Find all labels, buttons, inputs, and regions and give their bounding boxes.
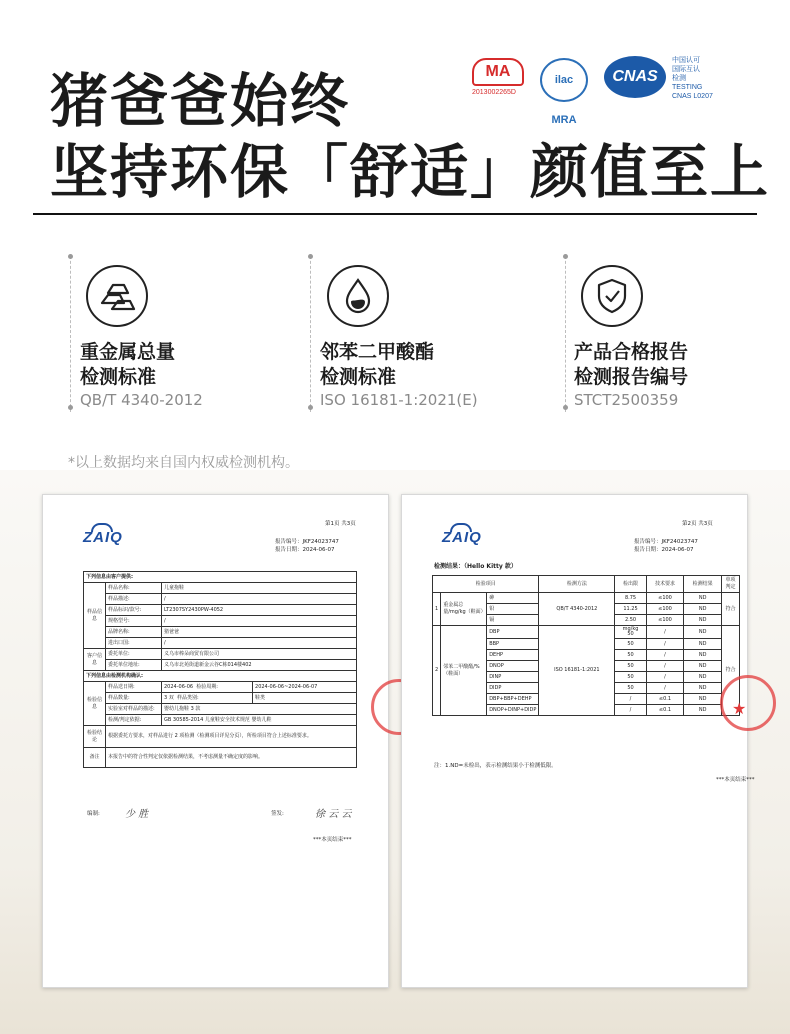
field-value: 鞋类 — [253, 693, 357, 704]
cat-label: 样品类别: — [176, 694, 199, 701]
cnas-line: 检测 — [672, 75, 686, 82]
field-value — [162, 693, 253, 704]
field-label: 样品名称: — [106, 583, 162, 594]
divider-dashed — [565, 256, 566, 412]
analyte: DEHP — [487, 650, 539, 661]
divider-rule — [33, 213, 757, 215]
report-number: 报告编号：JKF24023747 — [275, 539, 339, 545]
analyte: DBP+BBP+DEHP — [487, 694, 539, 705]
qty: 3 双 — [164, 694, 174, 701]
limit: 50 — [615, 672, 646, 683]
divider-dot — [68, 405, 73, 410]
feature-title-line: 产品合格报告 — [574, 341, 689, 363]
stamp-star-icon: ★ — [732, 699, 747, 718]
cnas-line: 中国认可 — [672, 57, 700, 64]
requirement: / — [646, 683, 684, 694]
field-label: 实验室对样品的描述: — [106, 704, 162, 715]
field-label: 样品送日期: — [106, 682, 162, 693]
divider-dot — [68, 254, 73, 259]
report-date: 报告日期：2024-06-07 — [634, 547, 694, 553]
requirement: ≤0.1 — [646, 694, 684, 705]
report-table-1 — [83, 571, 357, 768]
issuer-signature: 徐 云 云 — [315, 809, 352, 820]
field-label: 规格型号: — [106, 616, 162, 627]
analyte: 铅 — [487, 604, 539, 615]
limit-unit: mg/kg — [622, 626, 639, 632]
method: ISO 16181-1:2021 — [539, 626, 615, 716]
field-label: 委托单位: — [106, 649, 162, 660]
feature-standard-2: ISO 16181-1:2021(E) — [320, 391, 478, 409]
results-title: 检测结果：（Hello Kitty 款） — [434, 563, 517, 570]
limit: 50 — [615, 661, 646, 672]
result: ND — [684, 604, 722, 615]
page-end-marker: ***本页结束*** — [716, 777, 755, 783]
analyte: 砷 — [487, 593, 539, 604]
results-table — [432, 575, 740, 716]
requirement: ≤100 — [646, 604, 684, 615]
group-label: 备注 — [84, 748, 106, 768]
analyte: 镉 — [487, 615, 539, 626]
field-label: 样品标识/款号: — [106, 605, 162, 616]
result: ND — [684, 626, 722, 639]
feature-title-line: 检测标准 — [320, 366, 397, 388]
limit: 11.25 — [615, 604, 646, 615]
feature-title-3 — [574, 340, 688, 390]
feature-standard-1: QB/T 4340-2012 — [80, 391, 203, 409]
feature-standard-3: STCT2500359 — [574, 391, 679, 409]
result: ND — [684, 661, 722, 672]
recv-date: 2024-06-06 — [164, 683, 194, 690]
field-value: 儿童拖鞋 — [162, 583, 357, 594]
result: ND — [684, 639, 722, 650]
item-number: 2 — [433, 626, 441, 716]
conclusion-text: 根据委托方要求，对样品进行 2 项检测（检测项目详见分页），所检项目符合上述标准要求。 — [106, 726, 357, 748]
limit: 50 — [615, 683, 646, 694]
field-value: 义乌市棒朵商贸有限公司 — [162, 649, 357, 660]
judgement: 符合 — [722, 593, 740, 626]
item-name: 邻苯二甲酸酯/%（鞋面） — [441, 626, 487, 716]
limit: / — [615, 705, 646, 716]
divider-dot — [563, 254, 568, 259]
limit: 50 — [615, 650, 646, 661]
field-value: LT2307SY2430PW-4052 — [162, 605, 357, 616]
requirement: / — [646, 626, 684, 639]
cma-number: 2013002265D — [472, 89, 516, 96]
requirement: / — [646, 639, 684, 650]
cnas-text — [672, 56, 713, 101]
col-header: 检测方法 — [539, 576, 615, 593]
report-page-2 — [401, 494, 755, 988]
section-header: 下列信息由检测机构确认: — [84, 671, 357, 682]
requirement: ≤100 — [646, 615, 684, 626]
result: ND — [684, 593, 722, 604]
result: ND — [684, 705, 722, 716]
limit: 8.75 — [615, 593, 646, 604]
limit-value: 50 — [627, 631, 634, 637]
group-label: 样品信息 — [84, 583, 106, 649]
group-label: 检验结论 — [84, 726, 106, 748]
field-label: 检测/判定依据: — [106, 715, 162, 726]
method: QB/T 4340-2012 — [539, 593, 615, 626]
analyte: BBP — [487, 639, 539, 650]
field-value: 婴幼儿拖鞋 3 款 — [162, 704, 357, 715]
source-note: *以上数据均来自国内权威检测机构。 — [68, 455, 299, 471]
col-header: 技术要求 — [646, 576, 684, 593]
metal-bars-icon — [86, 265, 148, 327]
judgement: 符合 — [722, 626, 740, 716]
requirement: / — [646, 672, 684, 683]
item-number: 1 — [433, 593, 441, 626]
field-value — [162, 682, 253, 693]
col-header: 检测结果 — [684, 576, 722, 593]
feature-title-2 — [320, 340, 434, 390]
field-value: GB 30585-2014 儿童鞋安全技术规范 婴幼儿鞋 — [162, 715, 357, 726]
requirement: / — [646, 661, 684, 672]
divider-dashed — [310, 256, 311, 412]
result: ND — [684, 694, 722, 705]
divider-dot — [563, 405, 568, 410]
cnas-line: 国际互认 — [672, 66, 700, 73]
feature-title-line: 检测标准 — [80, 366, 157, 388]
drop-icon — [327, 265, 389, 327]
limit: / — [615, 694, 646, 705]
zaiq-logo: ZAIQ — [83, 529, 123, 546]
limit — [615, 626, 646, 639]
field-label: 品牌名称: — [106, 627, 162, 638]
ilac-logo: ilac MRA — [540, 58, 588, 102]
analyte: DBP — [487, 626, 539, 639]
editor-signature: 少 胜 — [125, 809, 149, 820]
result: ND — [684, 615, 722, 626]
feature-title-line: 检测报告编号 — [574, 366, 689, 388]
issuer-label: 签发: — [271, 811, 284, 817]
divider-dashed — [70, 256, 71, 412]
cma-mark: MA — [472, 58, 524, 86]
report-date: 报告日期：2024-06-07 — [275, 547, 335, 553]
result: ND — [684, 650, 722, 661]
group-label: 客户信息 — [84, 649, 106, 671]
field-value: 猪爸爸 — [162, 627, 357, 638]
shield-check-icon — [581, 265, 643, 327]
field-label: 样品数量: — [106, 693, 162, 704]
remark-text: 本报告中的符合性判定仅依据检测结果，不考虑测量不确定度的影响。 — [106, 748, 357, 768]
analyte: DINP — [487, 672, 539, 683]
page-number: 第2页 共3页 — [682, 521, 713, 527]
page-end-marker: ***本页结束*** — [313, 837, 352, 843]
cnas-logo: CNAS — [604, 56, 666, 98]
field-label: 进出口国: — [106, 638, 162, 649]
requirement: / — [646, 650, 684, 661]
report-number: 报告编号：JKF24023747 — [634, 539, 698, 545]
headline-line-1: 猪爸爸始终 — [50, 67, 351, 135]
cma-logo — [472, 58, 524, 96]
feature-title-line: 邻苯二甲酸酯 — [320, 341, 435, 363]
field-value: / — [162, 616, 357, 627]
limit: 50 — [615, 639, 646, 650]
divider-dot — [308, 254, 313, 259]
cnas-line: CNAS L0207 — [672, 93, 713, 100]
footnote: 注：1.ND=未检出，表示检测结果小于检测低限。 — [434, 763, 557, 769]
headline-line-2: 坚持环保「舒适」颜值至上 — [50, 138, 771, 206]
red-stamp — [720, 675, 776, 731]
col-header: 检验项目 — [433, 576, 539, 593]
analyte: DNOP+DINP+DIDP — [487, 705, 539, 716]
report-page-1 — [42, 494, 389, 988]
feature-title-1 — [80, 340, 175, 390]
col-header: 单项判定 — [722, 576, 740, 593]
field-value: / — [162, 594, 357, 605]
requirement: ≤0.1 — [646, 705, 684, 716]
field-label: 样品描述: — [106, 594, 162, 605]
period-label: 检验周期: — [196, 683, 218, 690]
field-value: 义乌市北苑街道新金云谷C栋014楼402 — [162, 660, 357, 671]
field-value: 2024-06-06~2024-06-07 — [253, 682, 357, 693]
requirement: ≤100 — [646, 593, 684, 604]
field-value: / — [162, 638, 357, 649]
analyte: DIDP — [487, 683, 539, 694]
limit: 2.50 — [615, 615, 646, 626]
divider-dot — [308, 405, 313, 410]
item-name: 重金属总量/mg/kg（鞋面） — [441, 593, 487, 626]
result: ND — [684, 683, 722, 694]
page-number: 第1页 共3页 — [325, 521, 356, 527]
section-header: 下列信息由客户提供: — [84, 572, 357, 583]
zaiq-logo: ZAIQ — [442, 529, 482, 546]
col-header: 检出限 — [615, 576, 646, 593]
editor-label: 编制: — [87, 811, 100, 817]
group-label: 检验信息 — [84, 682, 106, 726]
cnas-line: TESTING — [672, 84, 703, 91]
result: ND — [684, 672, 722, 683]
feature-title-line: 重金属总量 — [80, 341, 176, 363]
analyte: DNOP — [487, 661, 539, 672]
field-label: 委托单位地址: — [106, 660, 162, 671]
